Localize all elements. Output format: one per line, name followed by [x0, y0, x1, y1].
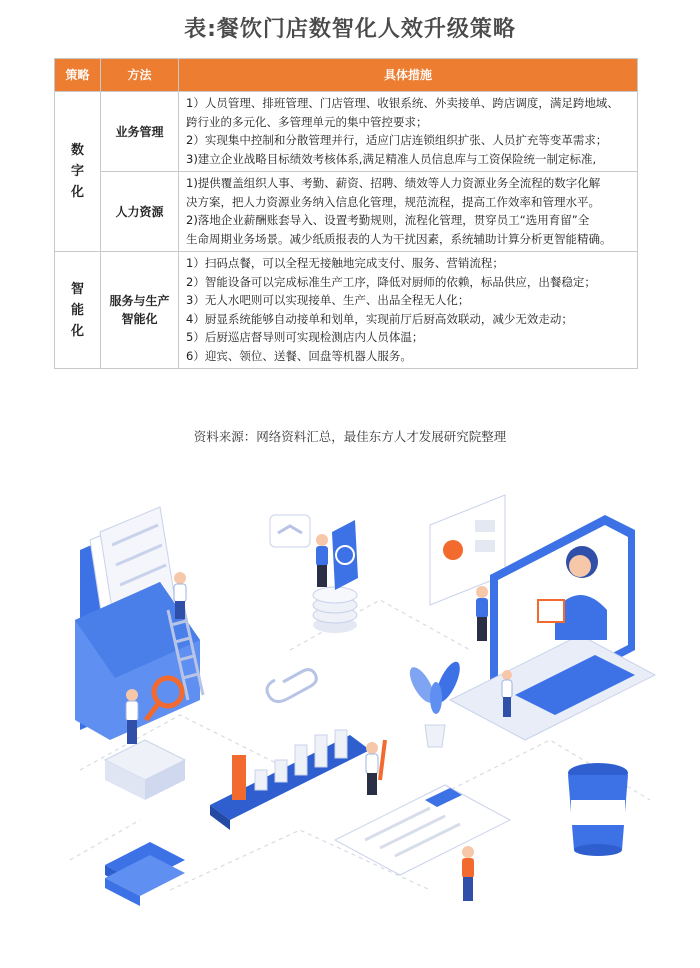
books-stack-icon	[105, 842, 185, 906]
measure-line: 3）无人水吧则可以实现接单、生产、出品全程无人化；	[186, 293, 470, 307]
method-service-production	[101, 252, 179, 369]
header-method: 方法	[101, 59, 179, 92]
method-line: 服务与生产	[109, 294, 170, 308]
measure-line: 2)落地企业薪酬账套导入、设置考勤规则，流程化管理，贯穿员工“选用育留”全	[186, 213, 590, 227]
coffee-cup-icon	[568, 763, 628, 856]
person-on-ladder	[174, 572, 186, 619]
measures-human-resources	[179, 172, 638, 252]
header-measures: 具体措施	[179, 59, 638, 92]
measure-line: 跨行业的多元化、多管理单元的集中管控要求；	[186, 114, 428, 129]
measure-line: 2）实现集中控制和分散管理并行，适应门店连锁组织扩张、人员扩充等变革需求；	[186, 133, 608, 147]
person-with-magnifier	[126, 689, 138, 744]
table-row	[55, 172, 638, 252]
method-line: 智能化	[121, 312, 158, 326]
person-with-pencil	[366, 740, 385, 795]
method-human-resources: 人力资源	[101, 172, 179, 252]
measure-line: 生命周期业务场景。减少纸质报表的人为干扰因素，系统辅助计算分析更智能精确。	[186, 231, 612, 246]
person-at-desk	[502, 670, 512, 717]
bar-chart-platform-icon	[210, 730, 370, 830]
strategy-intelligent	[55, 252, 101, 369]
header-strategy: 策略	[55, 59, 101, 92]
strategy-digital-char: 字	[70, 164, 84, 179]
measure-line: 1）人员管理、排班管理、门店管理、收银系统、外卖接单、跨店调度，满足跨地域、	[186, 96, 619, 110]
coin-stack-icon	[313, 587, 357, 633]
measure-line: 1）扫码点餐，可以全程无接触地完成支付、服务、营销流程；	[186, 256, 504, 270]
strategy-digital	[55, 92, 101, 252]
strategy-table	[54, 58, 638, 369]
page-title: 表:餐饮门店数智化人效升级策略	[184, 17, 516, 42]
handshake-bubble-icon	[270, 515, 310, 547]
person-standing-coins	[316, 534, 328, 587]
source-note: 资料来源：网络资料汇总，最佳东方人才发展研究院整理	[193, 429, 507, 444]
measure-line: 2）智能设备可以完成标准生产工序，降低对厨师的依赖，标品供应，出餐稳定；	[186, 274, 596, 289]
strategy-digital-char: 数	[70, 143, 84, 158]
coin-card-icon	[332, 520, 358, 590]
table-header-row	[55, 59, 638, 92]
method-business-management: 业务管理	[101, 92, 179, 172]
measures-business-management	[179, 92, 638, 172]
strategy-intelligent-char: 化	[70, 323, 84, 339]
paperclip-icon	[267, 670, 316, 702]
strategy-intelligent-char: 智	[70, 281, 84, 297]
measure-line: 4）厨显系统能够自动接单和划单，实现前厅后厨高效联动，减少无效走动；	[186, 311, 573, 326]
measure-line: 6）迎宾、领位、送餐、回盘等机器人服务。	[186, 348, 412, 363]
table-row	[55, 252, 638, 369]
strategy-digital-char: 化	[70, 185, 84, 200]
measures-service-production	[179, 252, 638, 369]
measure-line: 决方案，把人力资源业务纳入信息化管理，规范流程，提高工作效率和管理水平。	[186, 194, 600, 209]
measure-line: 1)提供覆盖组织人事、考勤、薪资、招聘、绩效等人力资源业务全流程的数字化解	[186, 176, 601, 190]
person-with-phone	[462, 846, 474, 901]
measure-line: 5）后厨巡店督导则可实现检测店内人员体温；	[186, 330, 424, 344]
strategy-intelligent-char: 能	[70, 302, 84, 318]
clipboard-checklist-icon	[335, 785, 510, 875]
digital-office-illustration	[50, 470, 660, 950]
measure-line: 3)建立企业战略目标绩效考核体系,满足精准人员信息库与工资保险统一制定标准,	[186, 151, 597, 166]
person-with-clipboard	[476, 586, 488, 641]
table-row	[55, 92, 638, 172]
